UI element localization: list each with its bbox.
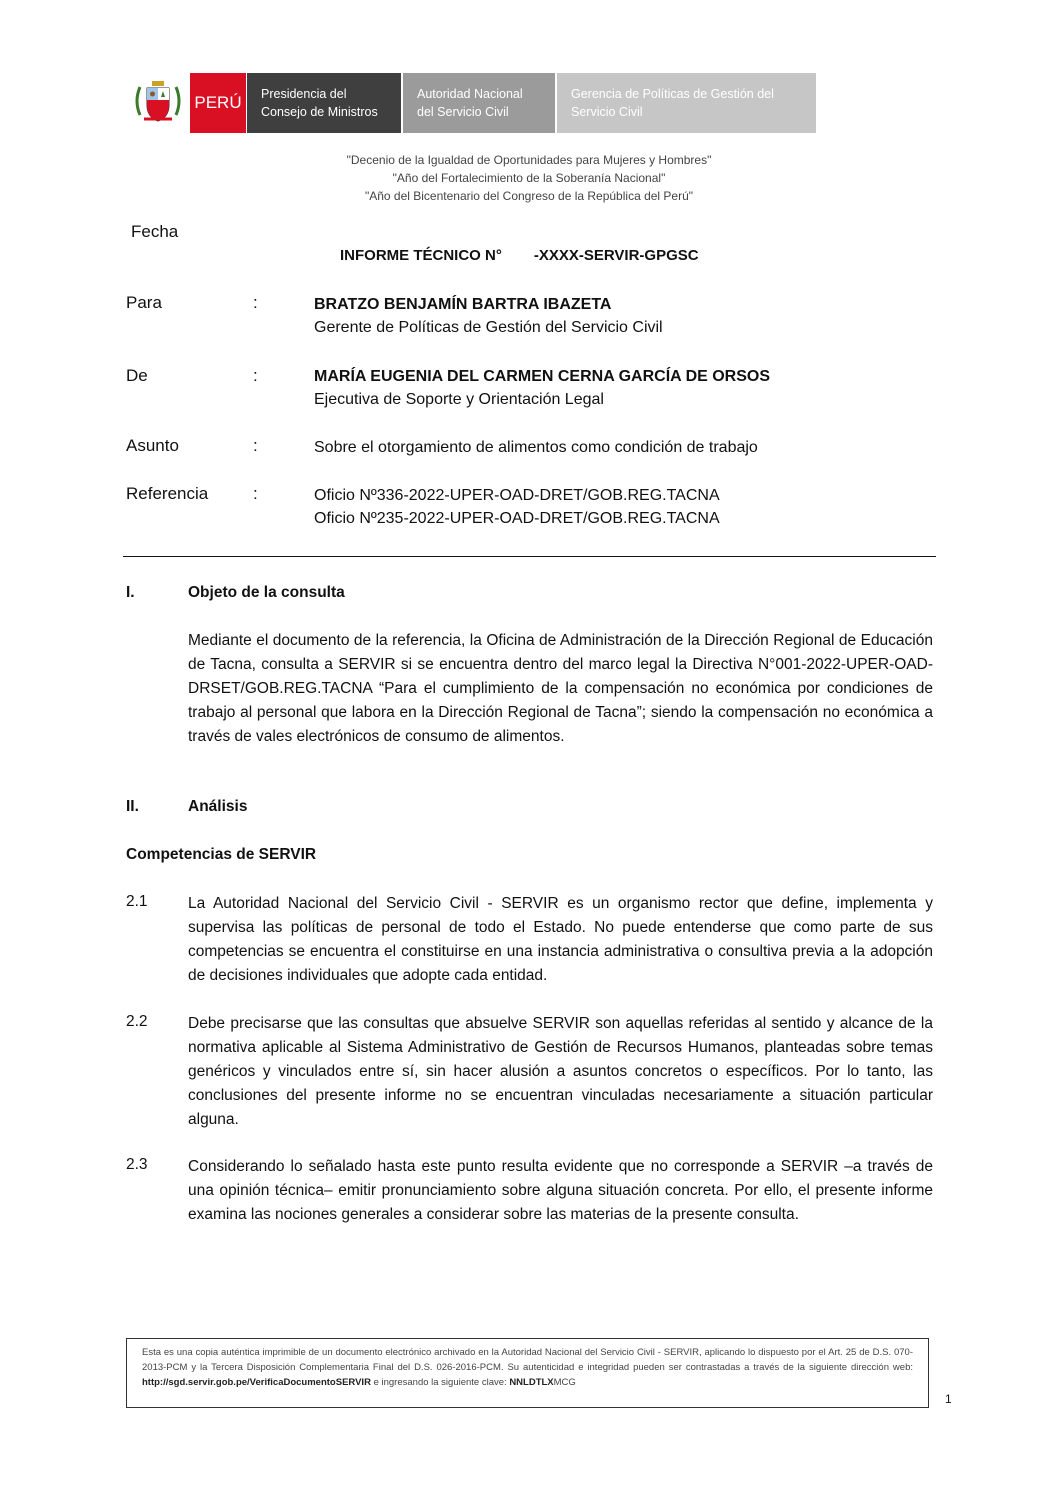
de-role: Ejecutiva de Soporte y Orientación Legal [314, 391, 604, 408]
header-box-line: Gerencia de Políticas de Gestión del [571, 87, 774, 101]
informe-number: -XXXX-SERVIR-GPGSC [533, 247, 699, 264]
para-role: Gerente de Políticas de Gestión del Servicio Civil [314, 319, 663, 336]
peru-brand-box [190, 73, 246, 133]
de-value [314, 365, 770, 411]
de-colon: : [253, 366, 258, 385]
header-divider [123, 556, 936, 557]
section-2-title: Análisis [188, 798, 248, 815]
asunto-value [314, 436, 758, 459]
para-colon: : [253, 293, 258, 312]
de-label: De [126, 366, 148, 385]
referencia-value [314, 484, 720, 530]
footer-middle: e ingresando la siguiente clave: [373, 1377, 507, 1388]
paragraph-number: 2.2 [126, 1013, 148, 1030]
para-value [314, 293, 663, 339]
coat-of-arms-logo [126, 74, 190, 132]
peru-label: PERÚ [194, 93, 242, 112]
asunto-label: Asunto [126, 436, 179, 455]
referencia-label: Referencia [126, 484, 209, 503]
header-box-line: Presidencia del [261, 87, 347, 101]
de-name: MARÍA EUGENIA DEL CARMEN CERNA GARCÍA DE ORSOS [314, 368, 771, 385]
referencia-line: Oficio Nº235-2022-UPER-OAD-DRET/GOB.REG.TACNA [314, 510, 720, 527]
authenticity-footer [126, 1338, 929, 1408]
section-1-text: Mediante el documento de la referencia, la Oficina de Administración de la Dirección Regional de Educación de Tacna, consulta a SERVIR si se encuentra dentro del marco legal la Directiva N°001-2022-UPER-OAD-DRSET/GOB.REG.TACNA “Para el cumplimiento de la compensación no económica por condiciones de trabajo al personal que labora en la Dirección Regional de Tacna”; siendo la compensación no económica a través de vales electrónicos de consumo de alimentos. [188, 632, 933, 745]
footer-key-suffix: MCG [553, 1377, 576, 1388]
header-box-line: Servicio Civil [571, 105, 643, 119]
paragraph-number: 2.1 [126, 893, 148, 910]
para-label: Para [126, 293, 162, 312]
motto-line: "Decenio de la Igualdad de Oportunidades para Mujeres y Hombres" [346, 153, 712, 167]
paragraph-2-2: Debe precisarse que las consultas que absuelve SERVIR son aquellas referidas al sentido y alcance de la normativa aplicable al Sistema Administrativo de Gestión de Recursos Humanos, planteadas sobre temas genéricos y vinculados entre sí, sin hacer alusión a asuntos concretos o específicos. Por lo tanto, las conclusiones del presente informe no se encuentran vinculadas necesariamente a situación particular alguna. [188, 1015, 933, 1128]
section-1-title: Objeto de la consulta [188, 584, 345, 601]
fecha-label: Fecha [131, 222, 179, 241]
paragraph-number: 2.3 [126, 1156, 148, 1173]
header-box-line: Autoridad Nacional [417, 87, 523, 101]
section-1-number: I. [126, 584, 135, 601]
page-number: 1 [945, 1392, 952, 1406]
header-box-servir [403, 73, 555, 133]
motto-line: "Año del Fortalecimiento de la Soberanía Nacional" [392, 171, 666, 185]
asunto-colon: : [253, 436, 258, 455]
paragraph-2-1: La Autoridad Nacional del Servicio Civil - SERVIR es un organismo rector que define, implementa y supervisa las políticas de personal de todo el Estado. No puede entenderse que como parte de sus competencias se encuentra el constituirse en una instancia administrativa o consultiva previa a la adopción de decisiones individuales que adopte cada entidad. [188, 895, 933, 984]
header-box-line: Consejo de Ministros [261, 105, 378, 119]
mottos [0, 151, 1058, 205]
peru-coat-of-arms-icon [130, 75, 186, 131]
referencia-colon: : [253, 484, 258, 503]
footer-url[interactable]: http://sgd.servir.gob.pe/VerificaDocumentoSERVIR [142, 1377, 371, 1388]
header-box-gerencia [557, 73, 816, 133]
motto-line: "Año del Bicentenario del Congreso de la República del Perú" [364, 189, 694, 203]
footer-key: NNLDTLX [509, 1377, 554, 1388]
asunto-text: Sobre el otorgamiento de alimentos como condición de trabajo [314, 439, 758, 456]
informe-title [340, 247, 699, 264]
referencia-line: Oficio Nº336-2022-UPER-OAD-DRET/GOB.REG.TACNA [314, 487, 720, 504]
competencias-heading: Competencias de SERVIR [126, 846, 317, 863]
section-2-number: II. [126, 798, 139, 815]
informe-title-text: INFORME TÉCNICO N° [340, 247, 502, 264]
footer-text: Esta es una copia auténtica imprimible de un documento electrónico archivado en la Autoridad Nacional del Servicio Civil - SERVIR, aplicando lo dispuesto por el Art. 25 de D.S. 070-2013-PCM y la Tercera Disposición Complementaria Final del D.S. 026-2016-PCM. Su autenticidad e integridad pueden ser contrastadas a través de la siguiente dirección web: [142, 1347, 913, 1373]
paragraph-2-3: Considerando lo señalado hasta este punto resulta evidente que no corresponde a SERVIR –a través de una opinión técnica– emitir pronunciamiento sobre alguna situación concreta. Por ello, el presente informe examina las nociones generales a considerar sobre las materias de la presente consulta. [188, 1158, 933, 1223]
header-box-pcm [247, 73, 401, 133]
header-box-line: del Servicio Civil [417, 105, 509, 119]
para-name: BRATZO BENJAMÍN BARTRA IBAZETA [314, 296, 612, 313]
